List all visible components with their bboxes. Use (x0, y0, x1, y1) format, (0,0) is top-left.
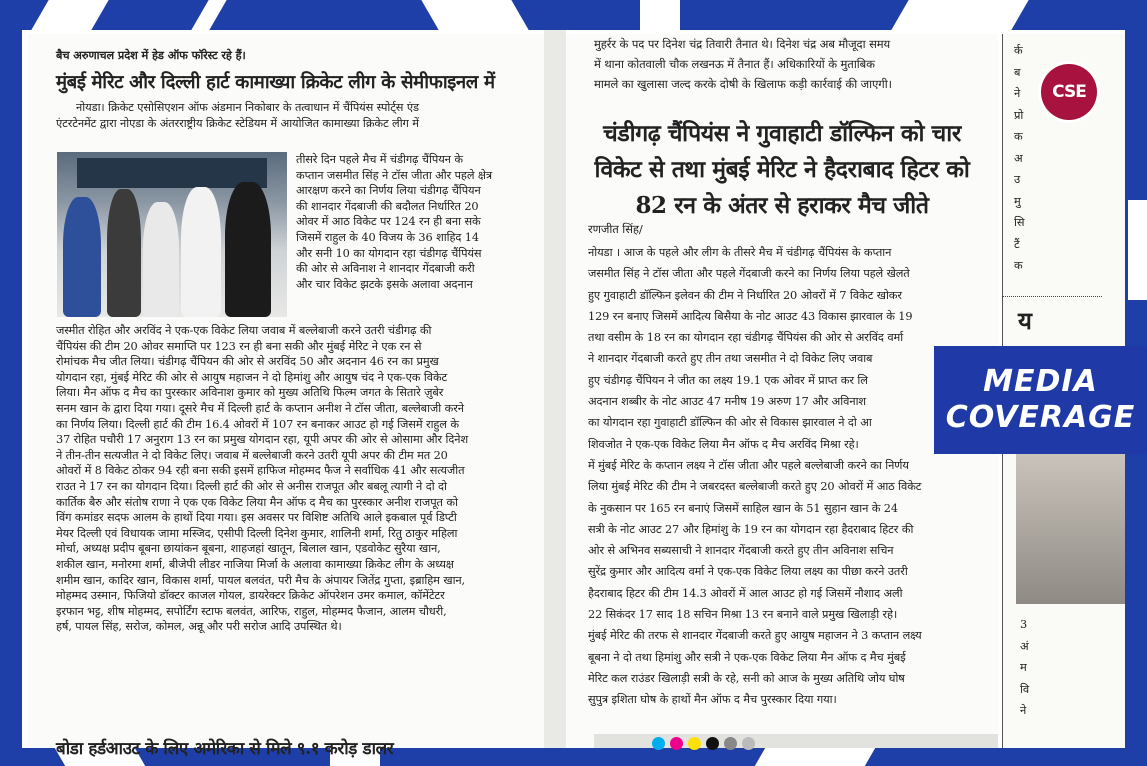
edge-bottom-chars (1020, 614, 1029, 722)
text-line: की ओर से अविनाश ने शानदार गेंदबाजी करी (296, 262, 475, 276)
registration-dot (724, 737, 737, 750)
text-line: बूबना ने दो तथा हिमांशु और सत्री ने एक-एक विकेट लिया मैन ऑफ द मैच मुंबई (588, 650, 906, 664)
person-figure (107, 189, 141, 317)
text-line: शमीम खान, कादिर खान, विकास शर्मा, पायल बलवंत, परी मैच के अंपायर जितेंद्र गुप्ता, इब्राहिम खान, (56, 573, 466, 587)
text-line: मोर्चा, अध्यक्ष प्रदीप बूबना छायांकन बूबना, शाहजहां खातून, बिलाल खान, एडवोकेट सुरैया खान, (56, 542, 441, 556)
text-line: का निर्णय लिया। दिल्ली हार्ट की टीम 16.4 ओवरों में 107 रन बनाकर आउट हो गई जिसमें राहुल के (56, 417, 459, 431)
text-line: सुपुत्र इशिता घोष के हाथों मैन ऑफ द मैच पुरस्कार दिया गया। (588, 693, 837, 707)
text-line: 37 रोहित पचौरी 17 अनुराग 13 रन का प्रमुख योगदान रहा, यूपी अपर की ओर से ओसामा और दिनेश (56, 433, 469, 447)
text-line: अदनान शब्बीर के नोट आउट 47 मनीष 19 अरुण 17 और अविनाश (588, 395, 866, 409)
headline-line: चंडीगढ़ चैंपियंस ने गुवाहाटी डॉल्फिन को चार (603, 120, 961, 147)
dotted-rule (1002, 296, 1102, 297)
text-line: ने तीन-तीन सत्यजीत ने दो विकेट लिए। जवाब में बल्लेबाजी करने उतरी यूपी अपर की टीम मत 20 (56, 448, 448, 462)
text-line: ने शानदार गेंदबाजी करते हुए तीन तथा जसमीत ने दो विकेट लिए जवाब (588, 352, 873, 366)
edge-top-chars (1014, 40, 1024, 277)
text-line: का योगदान रहा गुवाहाटी डॉल्फिन की ओर से विकास झारवाल ने दो आ (588, 416, 872, 430)
text-line: अ (1014, 151, 1023, 165)
background-stripe (191, 0, 226, 30)
text-line: म (1020, 661, 1027, 674)
beside-photo-block (296, 152, 546, 292)
text-line: एंटरटेनमेंट द्वारा नोएडा के अंतरराष्ट्रीय क्रिकेट स्टेडियम में आयोजित कामाख्या क्रिकेट लीग में (56, 116, 419, 130)
edge-mid-char: य (1018, 306, 1032, 335)
text-line: जिसमें राहुल के 40 विजय के 36 शाहिद 14 (296, 230, 479, 244)
text-line: नोयडा । आज के पहले और लीग के तीसरे मैच में चंडीगढ़ चैंपियंस के कप्तान (588, 246, 892, 259)
text-line: के नुकसान पर 165 रन बनाएं जिसमें साहिल खान के 51 सुहान खान के 24 (588, 501, 898, 515)
bottom-cut-headline: बोडा हर्डआउट के लिए अमेरिका से मिले ९.१ करोड़ डालर (56, 739, 394, 759)
text-line: और सनी 10 का योगदान रहा चंडीगढ़ चैंपियंस (296, 246, 482, 260)
cse-logo (1041, 64, 1097, 120)
background-stripe (640, 0, 680, 30)
background-stripe (421, 0, 528, 30)
text-line: ओवर में आठ विकेट पर 124 रन ही बना सके (296, 215, 481, 229)
text-line: शिवजोत ने एक-एक विकेट लिया मैन ऑफ द मैच अरविंद मिश्रा रहे। (588, 437, 859, 451)
text-line: अं (1020, 639, 1029, 653)
text-line: विंग कमांडर सदफ आलम के हाथों दिया गया। इस अवसर पर विशिष्ट अतिथि आले इकबाल पूर्व डिप्टी (56, 511, 457, 525)
text-line: में थाना कोतवाली चौक लखनऊ में तैनात हैं। अधिकारियों के मुताबिक (594, 57, 875, 71)
text-line: सनम खान के द्वारा दिया गया। दूसरे मैच में दिल्ली हार्ट के कप्तान अनीश ने टॉस जीता, बल्लेबाजी करने (56, 401, 464, 415)
right-headline (566, 116, 998, 224)
text-line: सत्री के नोट आउट 27 और हिमांशु के 19 रन का योगदान रहा हैदराबाद हिटर की (588, 522, 914, 536)
background-stripe (31, 0, 108, 30)
text-line: और चार विकेट झटके इसके अलावा अदनान (296, 277, 473, 291)
text-line: लिया मुंबई मेरिट की टीम ने जबरदस्त बल्लेबाजी करते हुए 20 ओवरों में आठ विकेट (588, 480, 922, 494)
text-line: ओर से अभिनव सब्यसाची ने शानदार गेंदबाजी करते हुए तीन अविनाश सचिन (588, 544, 894, 558)
text-line: आरक्षण करने का निर्णय लिया चंडीगढ़ चैंपियन (296, 184, 481, 198)
logo-text: CSE (1052, 82, 1086, 102)
media-coverage-banner (934, 346, 1147, 454)
text-line: टैं (1014, 237, 1020, 251)
text-line: क (1014, 259, 1023, 272)
byline: रणजीत सिंह/ (588, 222, 643, 236)
background-stripe (891, 0, 1028, 30)
text-line: ब (1014, 65, 1021, 79)
text-line: मेरिट कल राउंडर खिलाड़ी सत्री के रहे, सनी को आज के मुख्य अतिथि जोय घोष (588, 671, 905, 685)
text-line: तथा वसीम के 18 रन का योगदान रहा चंडीगढ़ चैंपियंस की ओर से अरविंद वर्मा (588, 331, 904, 345)
text-line: रोमांचक मैच जीत लिया। चंडीगढ़ चैंपियन की ओर से अरविंद 50 और अदनान 46 रन का प्रमुख (56, 355, 439, 369)
text-line: मुंबई मेरिट की तरफ से शानदार गेंदबाजी करते हुए आयुष महाजन ने 3 कप्तान लक्ष्य (588, 629, 922, 643)
edge-photo (1016, 454, 1125, 604)
text-line: ने (1020, 704, 1027, 717)
text-line: हुए चंडीगढ़ चैंपियन ने जीत का लक्ष्य 19.1 एक ओवर में प्राप्त कर लि (588, 373, 868, 387)
registration-dot (652, 737, 665, 750)
text-line: हुए गुवाहाटी डॉल्फिन इलेवन की टीम ने निर्धारित 20 ओवरों में 7 विकेट खोकर (588, 288, 902, 302)
banner-line-2: COVERAGE (945, 400, 1136, 435)
left-headline: मुंबई मेरिट और दिल्ली हार्ट कामाख्या क्रिकेट लीग के सेमीफाइनल में (56, 72, 495, 93)
person-figure (143, 202, 179, 317)
text-line: मोहम्मद उस्मान, फिजियो डॉक्टर काजल गोयल, डायरेक्टर क्रिकेट ऑपरेशन उमर कमाल, कॉमेंटेटर (56, 589, 445, 603)
event-photo (57, 152, 287, 317)
text-line: जसमीत सिंह ने टॉस जीता और पहले गेंदबाजी करने का निर्णय लिया पहले खेलते (588, 267, 910, 281)
banner-line-1: MEDIA (983, 364, 1098, 399)
text-line: 22 सिकंदर 17 साद 18 सचिन मिश्रा 13 रन बनाने वाले प्रमुख खिलाड़ी रहे। (588, 608, 898, 622)
text-line: लिया। मैन ऑफ द मैच का पुरस्कार अविनाश कुमार को मुख्य अतिथि फिल्म जगत के सितारे ज़ुबेर (56, 386, 444, 400)
text-line: 129 रन बनाए जिसमें आदित्य बिसैया के नोट आउट 43 विकास झारवाल के 19 (588, 309, 913, 323)
text-line: तीसरे दिन पहले मैच में चंडीगढ़ चैंपियन के (296, 153, 463, 166)
player-figure (63, 197, 101, 317)
text-line: प्रो (1014, 108, 1024, 122)
top-line: बैच अरुणाचल प्रदेश में हेड ऑफ फॉरेस्ट रहे हैं। (56, 48, 246, 62)
text-line: चैंपियंस की टीम 20 ओवर समाप्ति पर 123 रन ही बना सकी और मुंबई मेरिट ने एक रन से (56, 339, 422, 353)
page-gutter (544, 30, 566, 748)
top-text-block (594, 34, 994, 94)
text-line: नोयडा। क्रिकेट एसोसिएशन ऑफ अंडमान निकोबार के तत्वाधान में चैंपियंस स्पोर्ट्स एंड (76, 101, 419, 114)
text-line: ने (1014, 87, 1021, 100)
text-line: शकील खान, मनोरमा शर्मा, बीजेपी लीडर नाजिया मिर्जा के अलावा कामाख्या क्रिकेट लीग के अध्यक्ष (56, 557, 454, 571)
text-line: उ (1014, 173, 1021, 186)
text-line: हर्ष, पायल सिंह, सरोज, कोमल, अन्नू और परी सरोज आदि उपस्थित थे। (56, 620, 342, 634)
registration-dot (688, 737, 701, 750)
text-line: क (1014, 130, 1023, 143)
text-line: मुहर्रर के पद पर दिनेश चंद्र तिवारी तैनात थे। दिनेश चंद्र अब मौजूदा समय (594, 37, 891, 51)
left-body-block (56, 323, 546, 635)
text-line: इरफान भट्ट, शीष मोहम्मद, सपोर्टिंग स्टाफ बलवंत, आरिफ, राहुल, मोहम्मद फैजान, आलम चौधरी, (56, 604, 447, 618)
text-line: योगदान रहा, मुंबई मेरिट की ओर से आयुष महाजन ने दो हिमांशु और आयुष चंद ने एक-एक विकेट (56, 370, 448, 384)
registration-dot (670, 737, 683, 750)
text-line: की शानदार गेंदबाजी की बदौलत निर्धारित 20 (296, 199, 479, 213)
text-line: मेयर दिल्ली एवं विधायक जामा मस्जिद, एसीपी दिल्ली दिनेश कुमार, शालिनी शर्मा, रितु ठाकुर महिला (56, 526, 458, 540)
text-line: कार्तिक बैरु और संतोष राणा ने एक एक विकेट लिया मैन ऑफ द मैच का पुरस्कार अनीश राजपूत को (56, 495, 458, 509)
text-line: वि (1020, 682, 1030, 696)
left-newspaper-page (28, 34, 544, 759)
background-stripe (755, 748, 875, 766)
registration-dot (742, 737, 755, 750)
intro-block (56, 100, 546, 131)
text-line: र्क (1014, 44, 1023, 57)
text-line: मु (1014, 194, 1021, 208)
text-line: राउत ने 17 रन का योगदान दिया। दिल्ली हार्ट की ओर से अनीस राजपूत और बबलू त्यागी ने दो दो (56, 479, 447, 493)
text-line: हैदराबाद हिटर की टीम 14.3 ओवरों में आल आउट हो गई जिसमें नौशाद अली (588, 586, 903, 600)
registration-dot (706, 737, 719, 750)
text-line: ओवरों में 8 विकेट ठोकर 94 रही बना सकी इसमें हाफिज मोहम्मद फैज ने सर्वाधिक 41 और सत्यजीत (56, 464, 465, 478)
person-figure (225, 182, 271, 317)
text-line: सुरेंद्र कुमार और आदित्य वर्मा ने एक-एक विकेट लिया लक्ष्य का पीछा करने उतरी (588, 565, 908, 579)
text-line: कप्तान जसमीत सिंह ने टॉस जीता और पहले क्षेत्र (296, 168, 493, 182)
text-line: में मुंबई मेरिट के कप्तान लक्ष्य ने टॉस जीता और पहले बल्लेबाजी करने का निर्णय (588, 458, 909, 472)
right-body-block (588, 242, 992, 711)
headline-line: विकेट से तथा मुंबई मेरिट ने हैदराबाद हिटर को (594, 156, 970, 183)
text-line: 3 (1020, 618, 1028, 631)
person-figure (181, 187, 221, 317)
text-line: मामले का खुलासा जल्द करके दोषी के खिलाफ कड़ी कार्रवाई की जाएगी। (594, 77, 892, 91)
text-line: सि (1014, 216, 1025, 229)
headline-line: 82 रन के अंतर से हराकर मैच जीते (635, 192, 929, 219)
text-line: जस्मीत रोहित और अरविंद ने एक-एक विकेट लिया जवाब में बल्लेबाजी करने उतरी चंडीगढ़ की (56, 324, 432, 337)
background-stripe (1128, 200, 1147, 300)
